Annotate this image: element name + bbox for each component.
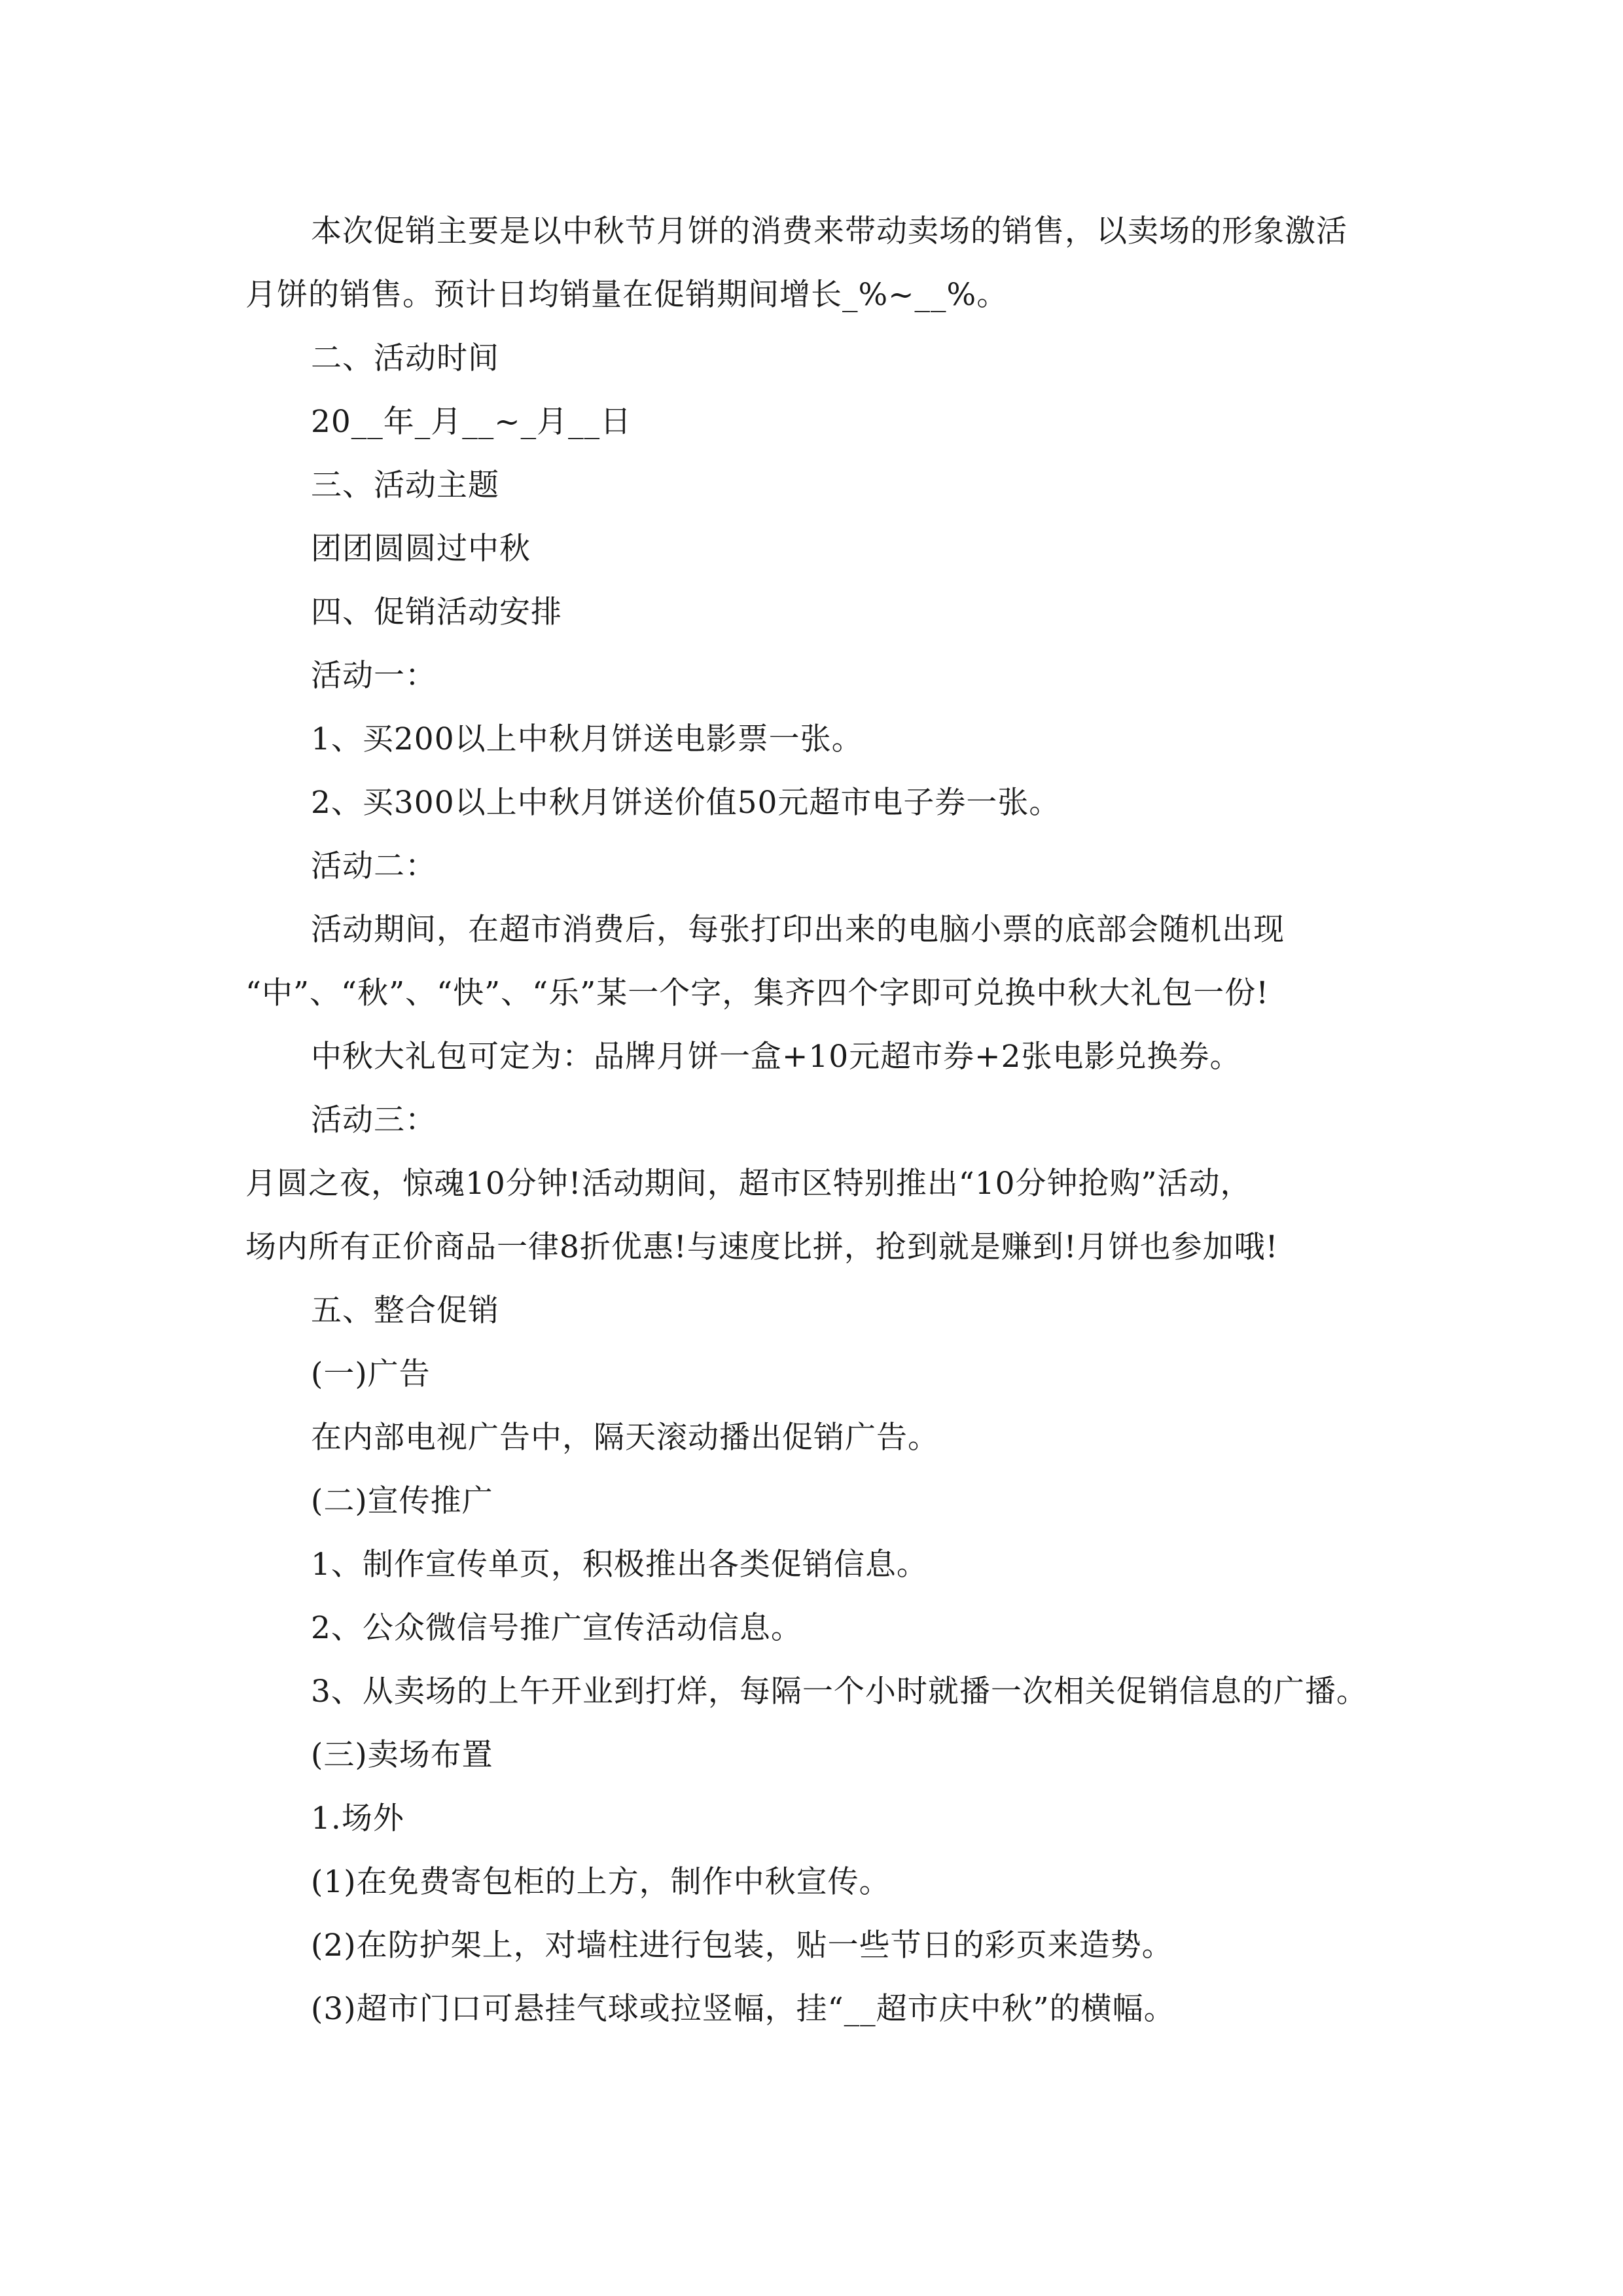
paragraph-line: 活动二： — [311, 848, 437, 884]
paragraph-line: 活动一： — [311, 658, 437, 694]
paragraph-line: (2)在防护架上，对墙柱进行包装，贴一些节日的彩页来造势。 — [311, 1928, 1173, 1964]
paragraph-line: “中”、“秋”、“快”、“乐”某一个字，集齐四个字即可兑换中秋大礼包一份! — [245, 975, 1270, 1011]
paragraph-line: 活动期间，在超市消费后，每张打印出来的电脑小票的底部会随机出现 — [311, 912, 1285, 948]
paragraph-line: 场内所有正价商品一律8折优惠!与速度比拼，抢到就是赚到!月饼也参加哦! — [245, 1229, 1279, 1265]
paragraph-line: 2、公众微信号推广宣传活动信息。 — [311, 1610, 802, 1646]
paragraph-line: (一)广告 — [311, 1356, 431, 1392]
paragraph-line: 团团圆圆过中秋 — [311, 531, 531, 567]
paragraph-line: (三)卖场布置 — [311, 1737, 493, 1773]
paragraph-line: 月饼的销售。预计日均销量在促销期间增长_%~__%。 — [245, 277, 1008, 313]
paragraph-line: (3)超市门口可悬挂气球或拉竖幅，挂“__超市庆中秋”的横幅。 — [311, 1991, 1175, 2027]
document-body — [245, 200, 1397, 2041]
paragraph-line: 1.场外 — [311, 1801, 404, 1837]
paragraph-line: 本次促销主要是以中秋节月饼的消费来带动卖场的销售，以卖场的形象激活 — [311, 213, 1347, 249]
paragraph-line: 二、活动时间 — [311, 340, 499, 376]
paragraph-line: 2、买300以上中秋月饼送价值50元超市电子券一张。 — [311, 785, 1061, 821]
paragraph-line: 三、活动主题 — [311, 467, 499, 503]
paragraph-line: 四、促销活动安排 — [311, 594, 562, 630]
paragraph-line: (二)宣传推广 — [311, 1483, 493, 1519]
paragraph-line: 在内部电视广告中，隔天滚动播出促销广告。 — [311, 1420, 939, 1456]
paragraph-line: 3、从卖场的上午开业到打烊，每隔一个小时就播一次相关促销信息的广播。 — [311, 1674, 1368, 1710]
paragraph-line: 20__年_月__~_月__日 — [311, 404, 632, 440]
paragraph-line: 五、整合促销 — [311, 1293, 499, 1329]
paragraph-line: 月圆之夜，惊魂10分钟!活动期间，超市区特别推出“10分钟抢购”活动， — [245, 1166, 1252, 1202]
paragraph-line: 中秋大礼包可定为：品牌月饼一盒+10元超市券+2张电影兑换券。 — [311, 1039, 1241, 1075]
paragraph-line: (1)在免费寄包柜的上方，制作中秋宣传。 — [311, 1864, 891, 1900]
paragraph-line: 1、制作宣传单页，积极推出各类促销信息。 — [311, 1547, 928, 1583]
paragraph-line: 活动三： — [311, 1102, 437, 1138]
paragraph-line: 1、买200以上中秋月饼送电影票一张。 — [311, 721, 863, 757]
